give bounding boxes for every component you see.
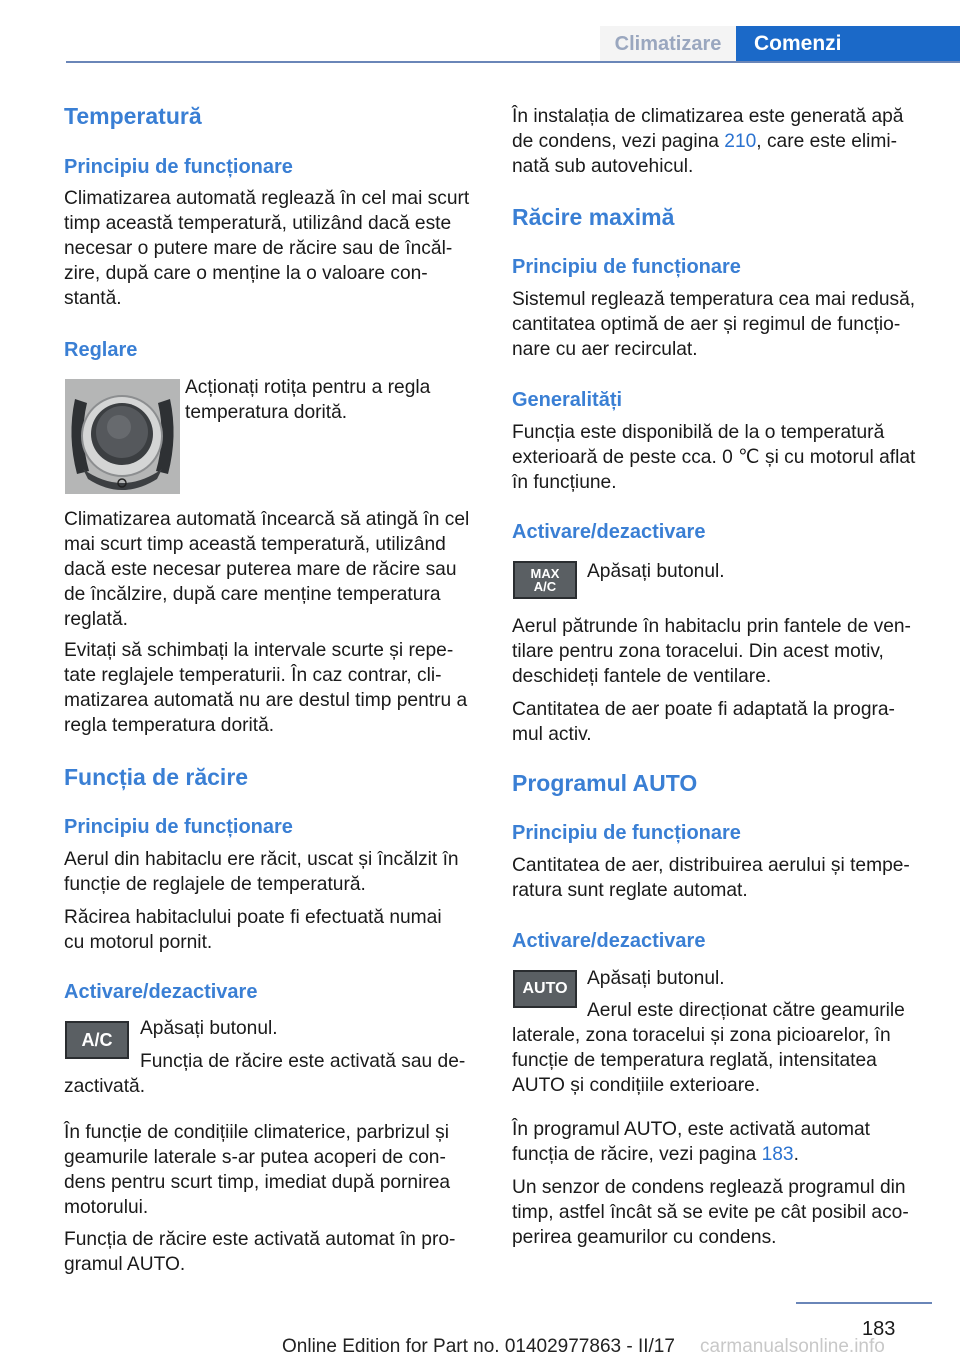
paragraph-auto-2 — [512, 998, 932, 1098]
watermark: carmanualsonline.info — [700, 1336, 885, 1357]
text-line: Acționați rotița pentru a regla — [185, 377, 431, 398]
text-line — [512, 129, 932, 154]
paragraph-cool-3 — [64, 1120, 484, 1220]
text-span: . — [793, 1144, 799, 1165]
text-line: necesar o putere mare de răcire sau de încăl‐ — [64, 238, 453, 259]
text-span: , care este elimi‐ — [756, 131, 898, 152]
text-line: stantă. — [64, 288, 122, 309]
subheading-reglare: Reglare — [64, 339, 138, 361]
text-span: funcția de răcire, vezi pagina — [512, 1144, 762, 1165]
heading-max-cooling: Răcire maximă — [512, 204, 675, 230]
heading-auto-program: Programul AUTO — [512, 770, 698, 796]
text-line: Funcția este disponibilă de la o temperatură — [512, 422, 885, 443]
header-section-label: Climatizare — [600, 26, 736, 62]
auto-button-label: AUTO — [522, 980, 568, 997]
text-span: de condens, vezi pagina — [512, 131, 725, 152]
paragraph-cool-2 — [64, 905, 484, 955]
paragraph-knob-instruction — [185, 375, 465, 425]
text-line: Climatizarea automată încearcă să atingă în cel — [64, 509, 470, 530]
text-line: Un senzor de condens reglează programul din — [512, 1177, 906, 1198]
text-line: exterioară de peste cca. 0 ℃ și cu motorul aflat — [512, 447, 916, 468]
paragraph-max-press: Apăsați butonul. — [587, 561, 725, 582]
max-ac-button — [513, 561, 577, 599]
max-ac-button-label-bottom: A/C — [533, 579, 557, 594]
ac-button-label: A/C — [81, 1029, 113, 1050]
header-rule — [66, 61, 960, 63]
text-line: zactivată. — [64, 1076, 146, 1097]
paragraph-temp-2 — [64, 507, 484, 632]
subheading-activation-3: Activare/dezactivare — [512, 930, 706, 952]
paragraph-cool-1 — [64, 847, 484, 897]
paragraph-cool-4 — [64, 1227, 484, 1277]
page-number: 183 — [862, 1318, 896, 1340]
text-line: funcție de temperatura reglată, intensitatea — [512, 1050, 877, 1071]
paragraph-max-2 — [512, 420, 932, 495]
text-line: timp, astfel încât să se evite pe cât posibil aco‐ — [512, 1202, 909, 1223]
paragraph-auto-press: Apăsați butonul. — [587, 968, 725, 989]
text-line: matizarea automată nu are destul timp pentru a — [64, 690, 468, 711]
paragraph-auto-1 — [512, 853, 932, 903]
subheading-principle-4: Principiu de funcționare — [512, 822, 741, 844]
text-line: Funcția de răcire este activată automat în pro‐ — [64, 1229, 456, 1250]
subheading-principle-3: Principiu de funcționare — [512, 256, 741, 278]
text-line: deschideți fantele de ventilare. — [512, 666, 772, 687]
text-line: tilare pentru zona toracelui. Din acest motiv, — [512, 641, 884, 662]
text-line: În programul AUTO, este activată automat — [512, 1119, 870, 1140]
text-line: Aerul din habitaclu ere răcit, uscat și încălzit în — [64, 849, 459, 870]
text-line: Sistemul reglează temperatura cea mai redusă, — [512, 289, 916, 310]
text-line: funcție de reglajele de temperatură. — [64, 874, 366, 895]
text-line: motorului. — [64, 1197, 149, 1218]
footer-rule — [796, 1302, 932, 1304]
text-line: Cantitatea de aer poate fi adaptată la progra‐ — [512, 699, 895, 720]
subheading-general: Generalități — [512, 389, 623, 411]
temperature-knob-image — [65, 379, 180, 494]
text-line: ratura sunt reglate automat. — [512, 880, 748, 901]
text-line: cantitatea optimă de aer și regimul de funcțio‐ — [512, 314, 901, 335]
text-line: de încălzire, după care menține temperatura — [64, 584, 441, 605]
page-link-183[interactable]: 183 — [761, 1144, 794, 1165]
text-line: tate reglajele temperaturii. În caz contrar, cli‐ — [64, 665, 442, 686]
paragraph-ac-result — [64, 1049, 484, 1099]
subheading-principle-2: Principiu de funcționare — [64, 816, 293, 838]
page-link-210[interactable]: 210 — [724, 131, 757, 152]
paragraph-condensate — [512, 104, 932, 179]
text-line: Cantitatea de aer, distribuirea aerului și tempe‐ — [512, 855, 910, 876]
text-line: nată sub autovehicul. — [512, 156, 694, 177]
paragraph-max-4 — [512, 697, 932, 747]
text-line: timp această temperatură, utilizând dacă este — [64, 213, 452, 234]
text-line: dens pentru scurt timp, imediat după pornirea — [64, 1172, 451, 1193]
text-line: AUTO și condițiile exterioare. — [512, 1075, 761, 1096]
text-line: dacă este necesar puterea mare de răcire sau — [64, 559, 457, 580]
text-line — [512, 1142, 932, 1167]
text-line: mai scurt timp această temperatură, utilizând — [64, 534, 446, 555]
text-line: temperatura dorită. — [185, 402, 348, 423]
paragraph-max-3 — [512, 614, 932, 689]
text-line: Funcția de răcire este activată sau de‐ — [140, 1051, 466, 1072]
paragraph-auto-3 — [512, 1117, 932, 1167]
text-line: laterale, zona toracelui și zona picioarelor, în — [512, 1025, 891, 1046]
text-line: Climatizarea automată reglează în cel mai scurt — [64, 188, 470, 209]
text-line: În instalația de climatizarea este generată apă — [512, 106, 904, 127]
paragraph-temp-1 — [64, 186, 484, 311]
text-line: geamurile laterale s-ar putea acoperi de con‐ — [64, 1147, 446, 1168]
text-line: mul activ. — [512, 724, 592, 745]
text-line: regla temperatura dorită. — [64, 715, 275, 736]
paragraph-max-1 — [512, 287, 932, 362]
header-chapter-label: Comenzi — [736, 26, 960, 62]
edition-note: Online Edition for Part no. 01402977863 - II/17 — [282, 1336, 675, 1357]
text-line: cu motorul pornit. — [64, 932, 213, 953]
text-line: Răcirea habitaclului poate fi efectuată numai — [64, 907, 442, 928]
text-line: Aerul este direcționat către geamurile — [587, 1000, 905, 1021]
paragraph-ac-press: Apăsați butonul. — [140, 1018, 278, 1039]
text-line: Evitați să schimbați la intervale scurte și repe‐ — [64, 640, 454, 661]
text-line: nare cu aer recirculat. — [512, 339, 698, 360]
text-line: perirea geamurilor cu condens. — [512, 1227, 777, 1248]
text-line: Aerul pătrunde în habitaclu prin fantele de ven‐ — [512, 616, 911, 637]
paragraph-temp-3 — [64, 638, 484, 738]
text-line: În funcție de condițiile climaterice, parbrizul și — [64, 1122, 449, 1143]
subheading-principle-1: Principiu de funcționare — [64, 156, 293, 178]
text-line: în funcțiune. — [512, 472, 617, 493]
heading-cooling-function: Funcția de răcire — [64, 764, 249, 790]
paragraph-auto-4 — [512, 1175, 932, 1250]
subheading-activation-2: Activare/dezactivare — [512, 521, 706, 543]
subheading-activation-1: Activare/dezactivare — [64, 981, 258, 1003]
heading-temperature: Temperatură — [64, 103, 202, 129]
text-line: zire, după care o menține la o valoare con‐ — [64, 263, 428, 284]
max-ac-button-label-top: MAX — [530, 566, 560, 581]
text-line: reglată. — [64, 609, 128, 630]
text-line: gramul AUTO. — [64, 1254, 186, 1275]
